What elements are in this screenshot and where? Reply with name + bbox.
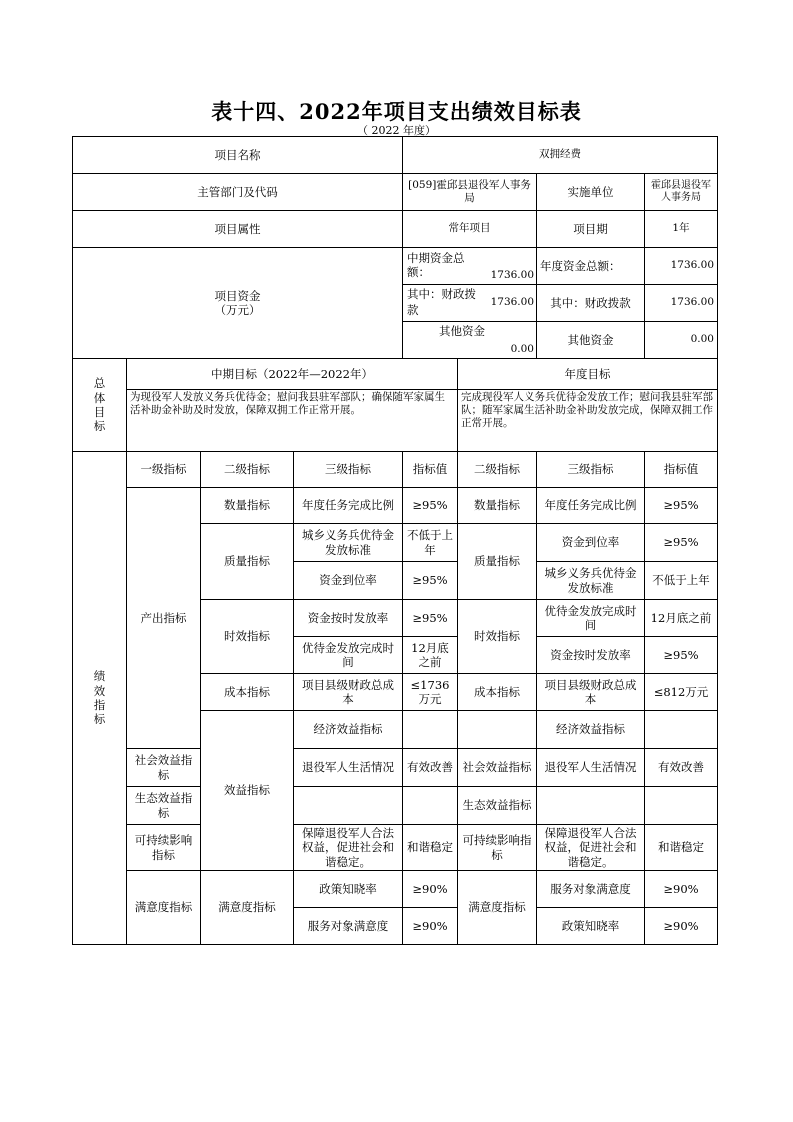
social-m3: 退役军人生活情况	[294, 749, 403, 787]
cost-y2: 成本指标	[458, 674, 537, 711]
cost-l2: 成本指标	[201, 674, 294, 711]
time-y2: 时效指标	[458, 600, 537, 674]
sat2-y3: 政策知晓率	[537, 908, 645, 945]
time2-yv: ≥95%	[645, 637, 718, 674]
qual2-yv: 不低于上年	[645, 562, 718, 600]
econ-l2: 经济效益指标	[294, 711, 403, 749]
sat-l2: 满意度指标	[201, 871, 294, 945]
year-total-value: 1736.00	[645, 248, 718, 285]
time-l2: 时效指标	[201, 600, 294, 674]
output-label: 产出指标	[127, 488, 201, 749]
qty-y2: 数量指标	[458, 488, 537, 524]
year-line: （ 2022 年度）	[357, 124, 436, 137]
time1-mv: ≥95%	[403, 600, 458, 637]
cost-yv: ≤812万元	[645, 674, 718, 711]
eco-y2: 生态效益指标	[458, 787, 537, 825]
period-value: 1年	[645, 211, 718, 248]
header-level2: 二级指标	[201, 452, 294, 488]
funds-label: 项目资金 （万元）	[73, 248, 403, 359]
qual-l2: 质量指标	[201, 524, 294, 600]
dept-value: [059]霍邱县退役军人事务局	[403, 174, 537, 211]
cost-mv: ≤1736万元	[403, 674, 458, 711]
year-fiscal-label: 其中：财政拨款	[537, 285, 645, 322]
time2-mv: 12月底之前	[403, 637, 458, 674]
impl-value: 霍邱县退役军人事务局	[645, 174, 718, 211]
sat-y2: 满意度指标	[458, 871, 537, 945]
sustain-l2: 可持续影响指标	[127, 825, 201, 871]
performance-target-table	[72, 136, 718, 945]
header-year-value: 指标值	[645, 452, 718, 488]
qual1-m3: 城乡义务兵优待金发放标准	[294, 524, 403, 562]
eco-m3	[294, 787, 403, 825]
mid-fiscal-label: 其中：财政拨款	[407, 287, 476, 317]
perf-side-label: 绩 效 指 标	[73, 452, 127, 945]
sat1-mv: ≥90%	[403, 871, 458, 908]
qual1-y3: 资金到位率	[537, 524, 645, 562]
page-title: 表十四、2022年项目支出绩效目标表	[211, 99, 582, 124]
sat2-m3: 服务对象满意度	[294, 908, 403, 945]
econ-y2: 经济效益指标	[537, 711, 645, 749]
attr-label: 项目属性	[73, 211, 403, 248]
econ-m3	[403, 711, 458, 749]
mid-total-label: 中期资金总额：	[407, 251, 465, 280]
mid-fiscal-value: 1736.00	[490, 296, 534, 309]
time2-y3: 资金按时发放率	[537, 637, 645, 674]
eco-l2: 生态效益指标	[127, 787, 201, 825]
sustain-yv: 和谐稳定	[645, 825, 718, 871]
cost-m3: 项目县级财政总成本	[294, 674, 403, 711]
time1-y3: 优待金发放完成时间	[537, 600, 645, 637]
year-goal-text: 完成现役军人义务兵优待金发放工作；慰问我县驻军部队；随军家属生活补助金补助发放完成，保障双拥工作正常开展。	[458, 390, 718, 452]
year-other-value: 0.00	[645, 322, 718, 359]
social-yv: 有效改善	[645, 749, 718, 787]
header-year-level2: 二级指标	[458, 452, 537, 488]
qty-mv: ≥95%	[403, 488, 458, 524]
qual1-mv: 不低于上年	[403, 524, 458, 562]
sat1-y3: 服务对象满意度	[537, 871, 645, 908]
cost-y3: 项目县级财政总成本	[537, 674, 645, 711]
effect-label: 效益指标	[201, 711, 294, 871]
mid-goal-text: 为现役军人发放义务兵优待金；慰问我县驻军部队；确保随军家属生活补助金补助及时发放，保障双拥工作正常开展。	[127, 390, 458, 452]
qty-yv: ≥95%	[645, 488, 718, 524]
qual2-y3: 城乡义务兵优待金发放标准	[537, 562, 645, 600]
qty-l2: 数量指标	[201, 488, 294, 524]
year-goal-label: 年度目标	[458, 359, 718, 390]
satisfaction-label: 满意度指标	[127, 871, 201, 945]
qual1-yv: ≥95%	[645, 524, 718, 562]
mid-total-value: 1736.00	[490, 268, 534, 281]
qual2-mv: ≥95%	[403, 562, 458, 600]
econ-mv	[458, 711, 537, 749]
sat2-yv: ≥90%	[645, 908, 718, 945]
period-label: 项目期	[537, 211, 645, 248]
eco-yv	[645, 787, 718, 825]
mid-other-value: 0.00	[510, 342, 534, 355]
qual-y2: 质量指标	[458, 524, 537, 600]
social-l2: 社会效益指标	[127, 749, 201, 787]
social-y2: 社会效益指标	[458, 749, 537, 787]
attr-value: 常年项目	[403, 211, 537, 248]
time1-m3: 资金按时发放率	[294, 600, 403, 637]
mid-goal-label: 中期目标（2022年—2022年）	[127, 359, 458, 390]
header-value: 指标值	[403, 452, 458, 488]
year-other-label: 其他资金	[537, 322, 645, 359]
header-level1: 一级指标	[127, 452, 201, 488]
social-y3: 退役军人生活情况	[537, 749, 645, 787]
eco-y3	[537, 787, 645, 825]
eco-mv	[403, 787, 458, 825]
dept-label: 主管部门及代码	[73, 174, 403, 211]
sat2-mv: ≥90%	[403, 908, 458, 945]
header-level3: 三级指标	[294, 452, 403, 488]
impl-label: 实施单位	[537, 174, 645, 211]
sustain-y2: 可持续影响指标	[458, 825, 537, 871]
project-name-value: 双拥经费	[403, 137, 718, 174]
goals-side-label: 总 体 目 标	[73, 359, 127, 452]
econ-y3	[645, 711, 718, 749]
sat1-m3: 政策知晓率	[294, 871, 403, 908]
year-total-label: 年度资金总额：	[537, 248, 645, 285]
year-fiscal-value: 1736.00	[645, 285, 718, 322]
sustain-m3: 保障退役军人合法权益，促进社会和谐稳定。	[294, 825, 403, 871]
qty-y3: 年度任务完成比例	[537, 488, 645, 524]
header-year-level3: 三级指标	[537, 452, 645, 488]
qual2-m3: 资金到位率	[294, 562, 403, 600]
qty-m3: 年度任务完成比例	[294, 488, 403, 524]
mid-other-label: 其他资金	[439, 324, 485, 338]
social-mv: 有效改善	[403, 749, 458, 787]
sustain-y3: 保障退役军人合法权益，促进社会和谐稳定。	[537, 825, 645, 871]
sat1-yv: ≥90%	[645, 871, 718, 908]
sustain-mv: 和谐稳定	[403, 825, 458, 871]
project-name-label: 项目名称	[73, 137, 403, 174]
time2-m3: 优待金发放完成时间	[294, 637, 403, 674]
time1-yv: 12月底之前	[645, 600, 718, 637]
